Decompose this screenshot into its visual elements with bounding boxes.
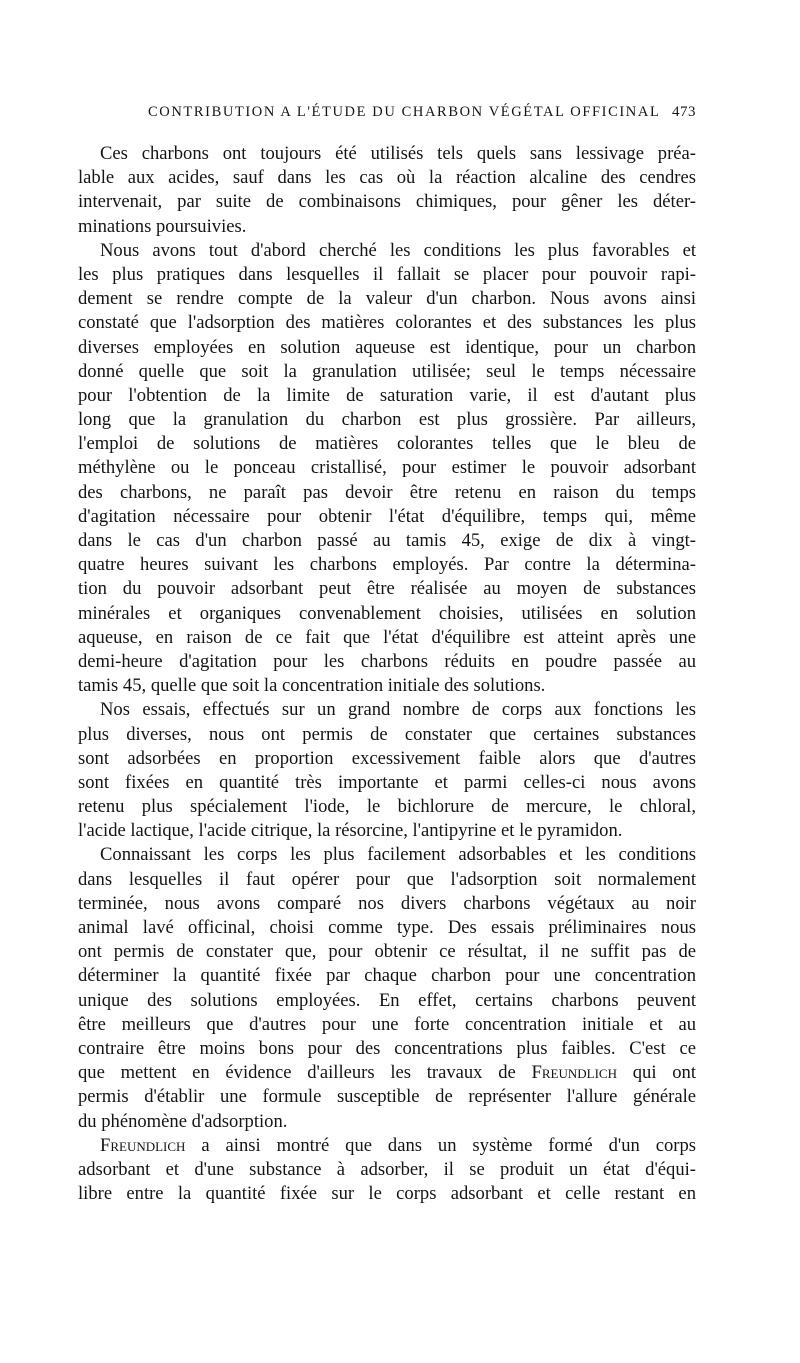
- running-title: CONTRIBUTION A L'ÉTUDE DU CHARBON VÉGÉTAL OFFICINAL: [148, 104, 661, 120]
- text-line: libre entre la quantité fixée sur le corps adsorbant et celle restant en: [78, 1183, 696, 1205]
- text-line: que mettent en évidence d'ailleurs les travaux de Freundlich qui ont: [78, 1062, 696, 1084]
- text-line: ont permis de constater que, pour obtenir ce résultat, il ne suffit pas de: [78, 941, 696, 963]
- text-line: aqueuse, en raison de ce fait que l'état d'équilibre est atteint après une: [78, 626, 696, 648]
- text-line: être meilleurs que d'autres pour une forte concentration initiale et au: [78, 1013, 696, 1035]
- text-line: l'acide lactique, l'acide citrique, la résorcine, l'antipyrine et le pyramidon.: [78, 820, 623, 842]
- page-number: 473: [672, 104, 696, 120]
- body-text: [78, 142, 696, 1206]
- text-line: dement se rendre compte de la valeur d'un charbon. Nous avons ainsi: [78, 288, 696, 310]
- paragraph: [78, 1134, 696, 1207]
- text-line: plus diverses, nous ont permis de constater que certaines substances: [78, 723, 696, 745]
- paragraph: [78, 142, 696, 239]
- paragraph: [78, 239, 696, 699]
- text-line: du phénomène d'adsorption.: [78, 1110, 288, 1132]
- author-name: Freundlich: [531, 1062, 617, 1084]
- text-line: méthylène ou le ponceau cristallisé, pour estimer le pouvoir adsorbant: [78, 457, 696, 479]
- text-line: diverses employées en solution aqueuse est identique, pour un charbon: [78, 336, 696, 358]
- text-line: unique des solutions employées. En effet, certains charbons peuvent: [78, 989, 696, 1011]
- paragraph: [78, 843, 696, 1133]
- text-line: donné quelle que soit la granulation utilisée; seul le temps nécessaire: [78, 360, 696, 382]
- text-line: déterminer la quantité fixée par chaque charbon pour une concentration: [78, 965, 696, 987]
- text-line: les plus pratiques dans lesquelles il fallait se placer pour pouvoir rapi-: [78, 263, 696, 285]
- text-line: dans lesquelles il faut opérer pour que l'adsorption soit normalement: [78, 868, 696, 890]
- author-name: Freundlich: [100, 1134, 186, 1156]
- text-line: Nous avons tout d'abord cherché les conditions les plus favorables et: [100, 239, 696, 261]
- text-line: Freundlich a ainsi montré que dans un système formé d'un corps: [100, 1134, 696, 1156]
- text-line: lable aux acides, sauf dans les cas où la réaction alcaline des cendres: [78, 167, 696, 189]
- text-line: quatre heures suivant les charbons employés. Par contre la détermina-: [78, 554, 696, 576]
- text-line: adsorbant et d'une substance à adsorber, il se produit un état d'équi-: [78, 1158, 696, 1180]
- running-header: [78, 104, 696, 128]
- text-line: permis d'établir une formule susceptible de représenter l'allure générale: [78, 1086, 696, 1108]
- text-line: tion du pouvoir adsorbant peut être réalisée au moyen de substances: [78, 578, 696, 600]
- text-line: sont adsorbées en proportion excessivement faible alors que d'autres: [78, 747, 696, 769]
- text-line: animal lavé officinal, choisi comme type. Des essais préliminaires nous: [78, 917, 696, 938]
- text-line: Connaissant les corps les plus facilement adsorbables et les conditions: [100, 844, 696, 866]
- paragraph: [78, 698, 696, 843]
- text-line: des charbons, ne paraît pas devoir être retenu en raison du temps: [78, 481, 696, 503]
- text-line: intervenait, par suite de combinaisons chimiques, pour gêner les déter-: [78, 191, 696, 213]
- text-line: long que la granulation du charbon est plus grossière. Par ailleurs,: [78, 409, 696, 431]
- text-line: constaté que l'adsorption des matières colorantes et des substances les plus: [78, 312, 696, 334]
- text-line: demi-heure d'agitation pour les charbons réduits en poudre passée au: [78, 650, 696, 672]
- text-line: Nos essais, effectués sur un grand nombre de corps aux fonctions les: [100, 699, 696, 721]
- text-line: minations poursuivies.: [78, 215, 247, 237]
- text-line: l'emploi de solutions de matières colorantes telles que le bleu de: [78, 433, 696, 455]
- text-line: tamis 45, quelle que soit la concentration initiale des solutions.: [78, 675, 546, 697]
- text-line: contraire être moins bons pour des concentrations plus faibles. C'est ce: [78, 1037, 696, 1059]
- text-line: retenu plus spécialement l'iode, le bichlorure de mercure, le chloral,: [78, 796, 696, 818]
- text-line: d'agitation nécessaire pour obtenir l'état d'équilibre, temps qui, même: [78, 505, 696, 527]
- text-line: pour l'obtention de la limite de saturation varie, il est d'autant plus: [78, 384, 696, 406]
- text-line: sont fixées en quantité très importante et parmi celles-ci nous avons: [78, 771, 696, 793]
- text-line: Ces charbons ont toujours été utilisés tels quels sans lessivage préa-: [100, 143, 696, 164]
- text-line: minérales et organiques convenablement choisies, utilisées en solution: [78, 602, 696, 624]
- text-line: terminée, nous avons comparé nos divers charbons végétaux au noir: [78, 892, 696, 914]
- text-line: dans le cas d'un charbon passé au tamis 45, exige de dix à vingt-: [78, 530, 696, 551]
